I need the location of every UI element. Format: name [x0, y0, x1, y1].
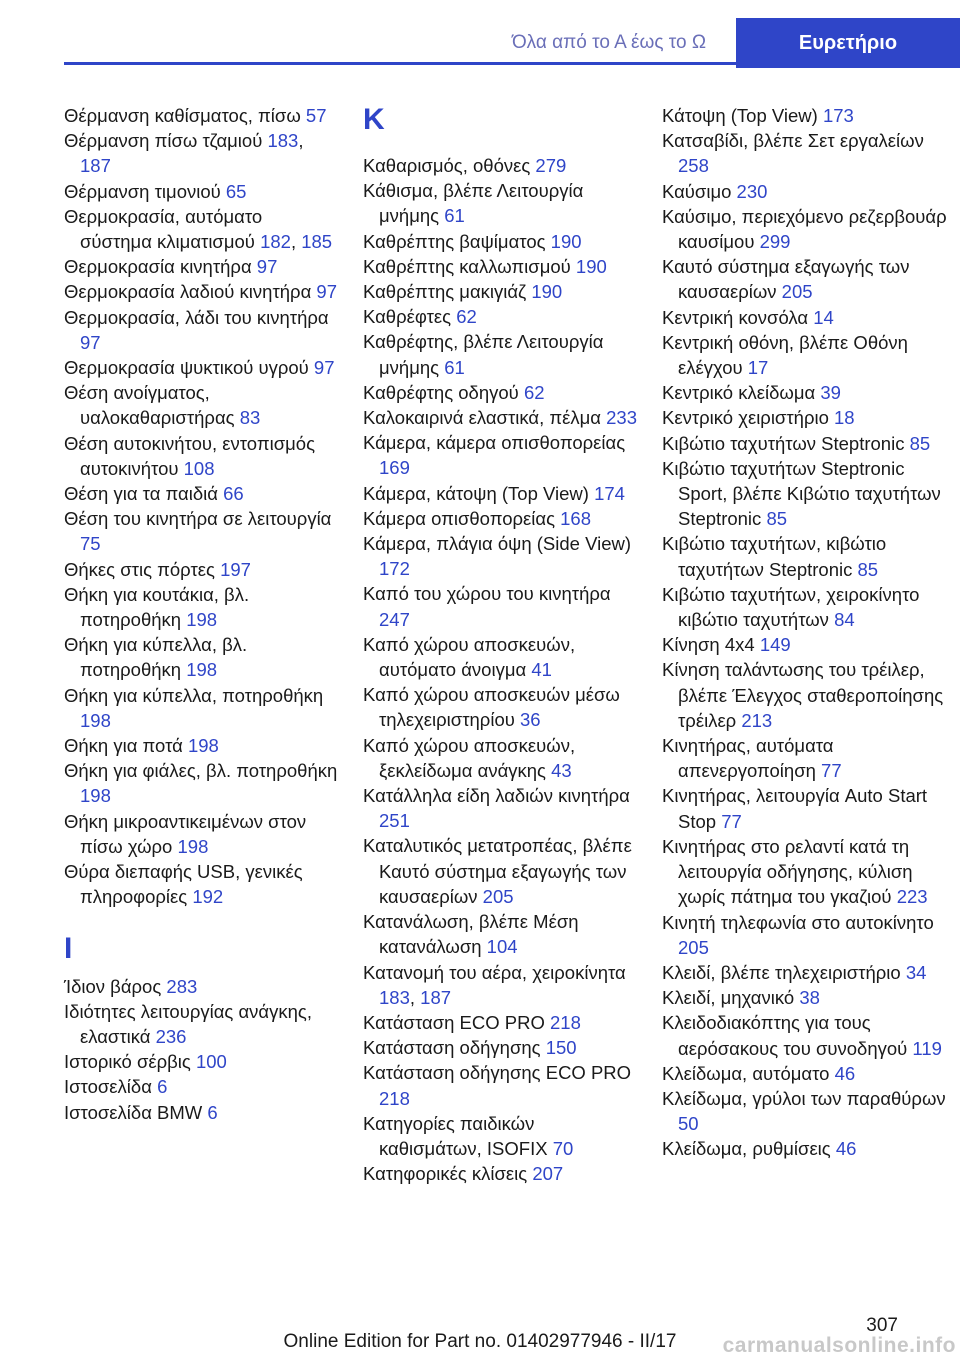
page-link[interactable]: 97: [313, 357, 335, 379]
page-link[interactable]: 57: [305, 105, 327, 126]
index-entry-text: Καθρέφτης, βλέπε Λειτουργία μνήμης: [363, 331, 604, 378]
index-entry: [662, 204, 952, 254]
index-entry-text: Καθρέπτης μακιγιάζ: [363, 281, 532, 303]
index-entry-text: Θήκη για κουτάκια, βλ. ποτηροθήκη: [64, 583, 250, 631]
index-entry: [64, 974, 339, 999]
index-entry-text: Καύσιμο: [662, 180, 737, 202]
page-link[interactable]: 119: [912, 1037, 942, 1059]
index-entry-text: Κιβώτιο ταχυτήτων, κιβώτιο ταχυτήτων Steptronic: [662, 533, 887, 580]
index-entry-text: Καπό του χώρου του κινητήρα: [363, 583, 611, 605]
index-entry: [363, 783, 638, 833]
index-entry-text: Κάμερα, πλάγια όψη (Side View): [363, 533, 631, 555]
index-entry-text: Θέση αυτοκινήτου, εντοπισμός αυτοκινήτου: [64, 432, 315, 479]
page-link[interactable]: 46: [835, 1138, 857, 1160]
index-entry-text: Κίνηση ταλάντωσης του τρέιλερ, βλέπε Έλεγχος σταθεροποίησης τρέιλερ: [662, 659, 944, 731]
page-header: [0, 18, 960, 68]
index-entry-text: Θέση του κινητήρα σε λειτουργία: [64, 508, 332, 530]
index-column-1: [64, 103, 339, 1125]
index-entry: [363, 909, 638, 959]
index-entry: [662, 380, 952, 405]
index-entry: [64, 431, 339, 481]
index-entry: [662, 531, 952, 581]
page-link[interactable]: 198: [80, 709, 111, 731]
index-entry-text: Κλειδί, μηχανικό: [662, 987, 800, 1009]
index-entry-text: Καθρέπτης καλλωπισμού: [363, 255, 576, 277]
index-entry: [64, 179, 339, 204]
page-link[interactable]: 100: [195, 1051, 227, 1073]
index-entry-text: Θέση για τα παιδιά: [64, 483, 224, 505]
index-entry-text: Κάμερα, κάμερα οπισθοπορείας: [363, 432, 626, 454]
index-entry-text: Κάμερα, κάτοψη (Top View): [363, 482, 595, 504]
section-title: Όλα από το Α έως το Ω: [484, 18, 734, 68]
index-entry: [64, 1100, 339, 1125]
index-entry: [363, 304, 638, 329]
page-link[interactable]: 97: [256, 256, 278, 278]
index-entry-text: Θήκη για κύπελλα, βλ. ποτηροθήκη: [64, 634, 248, 681]
page-link[interactable]: 61: [444, 356, 465, 378]
page-link[interactable]: 190: [550, 230, 582, 252]
page-link[interactable]: 77: [821, 760, 842, 782]
index-entry-text: Θερμοκρασία κινητήρα: [64, 256, 257, 278]
index-entry: [363, 178, 638, 228]
index-entry: [64, 859, 339, 909]
header-rule: [64, 62, 960, 65]
index-entry-text: Κατάσταση οδήγησης: [363, 1037, 546, 1059]
page-link[interactable]: 168: [560, 507, 592, 529]
index-entry: [363, 506, 638, 531]
index-entry: [662, 254, 952, 304]
page-link[interactable]: 46: [834, 1062, 856, 1084]
index-entry: [64, 1049, 339, 1074]
page-link[interactable]: 251: [379, 810, 410, 832]
index-entry-text: Καπό χώρου αποσκευών, αυτόματο άνοιγμα: [363, 633, 576, 681]
index-entry-text: Θέρμανση τιμονιού: [64, 180, 226, 202]
index-entry-text: Κεντρική οθόνη, βλέπε Οθόνη ελέγχου: [662, 331, 908, 379]
index-entry: [64, 254, 339, 279]
index-entry: [662, 1061, 952, 1086]
index-entry: [64, 305, 339, 355]
index-entry: [662, 985, 952, 1010]
page-link[interactable]: 197: [220, 558, 251, 580]
index-entry-text: Θήκη για κύπελλα, ποτηροθήκη: [64, 684, 324, 706]
index-entry: [64, 506, 339, 556]
index-entry: [662, 1010, 952, 1060]
page-link[interactable]: 213: [741, 709, 773, 731]
index-entry: [662, 179, 952, 204]
page-link[interactable]: 84: [834, 609, 855, 631]
page-link[interactable]: 62: [456, 306, 477, 328]
index-letter-heading: K: [363, 103, 385, 136]
page-link[interactable]: 198: [186, 609, 218, 631]
index-entry-text: Κεντρική κονσόλα: [662, 306, 814, 328]
index-entry-text: Ιστορικό σέρβις: [64, 1051, 196, 1073]
page-link[interactable]: 50: [678, 1113, 699, 1135]
page-link[interactable]: 14: [813, 306, 834, 328]
page-link[interactable]: 6: [157, 1076, 168, 1098]
page-link[interactable]: 18: [834, 407, 855, 429]
index-entry: [662, 1136, 952, 1161]
page-link[interactable]: 36: [520, 709, 541, 731]
index-entry: [363, 960, 638, 1010]
page-link[interactable]: 174: [594, 482, 625, 504]
index-entry: [662, 1086, 952, 1136]
index-entry: [662, 431, 952, 456]
page-link[interactable]: 247: [379, 608, 410, 630]
index-entry-text: Ιστοσελίδα BMW: [64, 1101, 208, 1123]
index-entry-text: Κλείδωμα, ρυθμίσεις: [662, 1138, 836, 1160]
index-entry: [64, 632, 339, 682]
index-entry-text: Θήκη για φιάλες, βλ. ποτηροθήκη: [64, 760, 338, 782]
page-link[interactable]: 108: [183, 457, 215, 479]
index-entry: [64, 733, 339, 758]
index-entry: [64, 999, 339, 1049]
page-link[interactable]: 65: [225, 180, 247, 202]
index-entry-text: Καπό χώρου αποσκευών μέσω τηλεχειριστηρίου: [363, 684, 620, 731]
index-entry-text: Καθρέπτης βαψίματος: [363, 230, 551, 252]
index-entry-text: Ίδιον βάρος: [64, 975, 167, 997]
index-entry: [662, 128, 952, 178]
page-link[interactable]: 187: [80, 155, 111, 177]
index-entry-text: Θήκη μικροαντικειμένων στον πίσω χώρο: [64, 810, 307, 857]
index-entry-text: Κατηφορικές κλίσεις: [363, 1163, 533, 1185]
index-entry-text: Κιβώτιο ταχυτήτων, χειροκίνητο κιβώτιο ταχυτήτων: [662, 583, 920, 631]
index-entry: [363, 481, 638, 506]
index-entry: [363, 229, 638, 254]
page-link[interactable]: 62: [523, 381, 545, 403]
page-link[interactable]: 183: [379, 986, 410, 1008]
page-link[interactable]: 198: [186, 659, 218, 681]
index-column-2: [363, 103, 638, 1186]
index-entry-text: Κάτοψη (Top View): [662, 105, 823, 126]
index-entry-text: Κιβώτιο ταχυτήτων Steptronic: [662, 432, 910, 454]
index-entry-text: Κλείδωμα, αυτόματο: [662, 1062, 835, 1084]
index-column-3: [662, 103, 952, 1162]
index-entry: [363, 430, 638, 480]
index-entry-text: Κατανομή του αέρα, χειροκίνητα: [363, 961, 626, 983]
index-entry-text: Κινητήρας στο ρελαντί κατά τη λειτουργία οδήγησης, κύλιση χωρίς πάτημα του γκαζιού: [662, 835, 913, 908]
index-entry: [363, 329, 638, 379]
index-entry: [64, 1074, 339, 1099]
page-link[interactable]: 172: [379, 558, 410, 580]
index-entry-text: Θερμοκρασία ψυκτικού υγρού: [64, 357, 314, 379]
index-entry: [64, 128, 339, 178]
index-entry: [662, 657, 952, 733]
page-link[interactable]: 77: [721, 810, 742, 832]
index-entry: [662, 330, 952, 380]
page-link[interactable]: 173: [822, 105, 854, 126]
page-link[interactable]: 185: [301, 231, 333, 253]
index-entry-text: Κλείδωμα, γρύλοι των παραθύρων: [662, 1087, 946, 1109]
index-entry: [363, 733, 638, 783]
index-entry: [64, 103, 339, 128]
page-link[interactable]: 218: [550, 1011, 581, 1033]
index-entry-text: Κατηγορίες παιδικών καθισμάτων, ISOFIX: [363, 1112, 553, 1159]
page-link[interactable]: 279: [535, 155, 567, 176]
index-entry: [363, 380, 638, 405]
index-entry: [662, 834, 952, 910]
index-entry: [363, 581, 638, 631]
index-entry: [363, 1010, 638, 1035]
page-link[interactable]: 41: [531, 659, 552, 681]
index-entry-text: Ιστοσελίδα: [64, 1076, 158, 1098]
index-entry-text: Κινητήρας, λειτουργία Auto Start Stop: [662, 785, 928, 832]
index-entry: [363, 254, 638, 279]
page-link[interactable]: 43: [551, 759, 572, 781]
index-entry-text: Κλειδοδιακόπτης για τους αερόσακους του συνοδηγού: [662, 1012, 913, 1059]
page-link[interactable]: 205: [781, 281, 813, 303]
index-entry-text: Καθρέφτες: [363, 306, 457, 328]
index-entry-text: Θήκη για ποτά: [64, 735, 188, 757]
page-link[interactable]: 192: [192, 886, 224, 908]
page-link[interactable]: 198: [187, 735, 219, 757]
page-link[interactable]: 190: [575, 255, 607, 277]
page-link[interactable]: 183: [267, 130, 299, 152]
page-link[interactable]: 38: [799, 987, 820, 1009]
index-entry-text: Θέρμανση πίσω τζαμιού: [64, 130, 268, 152]
index-entry-text: Θερμοκρασία, λάδι του κινητήρα: [64, 306, 329, 328]
index-entry-text: Κατάσταση ECO PRO: [363, 1011, 551, 1033]
index-entry-text: Κινητή τηλεφωνία στο αυτοκίνητο: [662, 911, 934, 933]
page-link[interactable]: 149: [759, 634, 791, 656]
page-number: 307: [866, 1315, 898, 1336]
page-link[interactable]: 205: [678, 936, 709, 958]
page-link[interactable]: 97: [80, 331, 101, 353]
page-link[interactable]: 85: [766, 508, 788, 530]
index-entry-text: Θύρα διεπαφής USB, γενικές πληροφορίες: [64, 861, 303, 908]
index-entry: [662, 582, 952, 632]
edition-note: Online Edition for Part no. 01402977946 - II/17: [283, 1331, 677, 1352]
index-entry-text: Θήκες στις πόρτες: [64, 558, 221, 580]
page-link[interactable]: 258: [678, 155, 709, 177]
page-link[interactable]: 97: [316, 281, 337, 303]
page-link[interactable]: 207: [532, 1163, 564, 1185]
index-entry-text: Θέση ανοίγματος, υαλοκαθαριστήρας: [64, 382, 240, 429]
index-entry: [662, 456, 952, 532]
index-entry-text: Καύσιμο, περιεχόμενο ρεζερβουάρ καυσίμου: [662, 205, 947, 253]
index-entry: [64, 809, 339, 859]
page-link[interactable]: 39: [820, 382, 841, 404]
index-entry: [64, 557, 339, 582]
page-link[interactable]: 198: [177, 835, 209, 857]
page-link[interactable]: 198: [80, 785, 111, 807]
page-separator: ,: [290, 231, 302, 253]
page-link[interactable]: 61: [444, 205, 465, 227]
index-entry: [363, 405, 638, 430]
page-link[interactable]: 169: [379, 457, 410, 479]
index-entry-text: Κεντρικό χειριστήριο: [662, 407, 835, 429]
page-link[interactable]: 17: [747, 357, 769, 379]
index-entry-text: Κατανάλωση, βλέπε Μέση κατανάλωση: [363, 911, 579, 958]
index-entry: [363, 531, 638, 581]
index-entry-text: Κινητήρας, αυτόματα απενεργοποίηση: [662, 735, 834, 782]
index-entry: [64, 279, 339, 304]
index-entry: [662, 103, 952, 128]
page-link[interactable]: 233: [606, 407, 637, 429]
page-link[interactable]: 75: [80, 533, 101, 555]
page-link[interactable]: 6: [207, 1101, 218, 1123]
page-link[interactable]: 187: [420, 986, 452, 1008]
index-entry-text: Κάθισμα, βλέπε Λειτουργία μνήμης: [363, 180, 584, 227]
page-link[interactable]: 218: [379, 1087, 410, 1109]
index-entry-text: Κίνηση 4x4: [662, 634, 760, 656]
index-entry-text: Καταλυτικός μετατροπέας, βλέπε Καυτό σύστημα εξαγωγής των καυσαερίων: [363, 835, 632, 907]
index-entry: [363, 1060, 638, 1110]
page-link[interactable]: 299: [759, 231, 791, 253]
index-entry-text: Θερμοκρασία λαδιού κινητήρα: [64, 281, 317, 303]
index-entry: [64, 481, 339, 506]
index-entry-text: Καθαρισμός, οθόνες: [363, 155, 536, 176]
index-entry: [64, 683, 339, 733]
index-entry-text: Καυτό σύστημα εξαγωγής των καυσαερίων: [662, 256, 910, 303]
index-entry-text: Καπό χώρου αποσκευών, ξεκλείδωμα ανάγκης: [363, 734, 576, 781]
index-entry: [662, 733, 952, 783]
index-entry: [662, 783, 952, 833]
index-entry: [363, 153, 638, 178]
page-link[interactable]: 223: [896, 886, 928, 908]
index-letter-heading: I: [64, 931, 73, 965]
page-link[interactable]: 66: [223, 483, 244, 505]
page-link[interactable]: 34: [905, 961, 927, 983]
index-entry: [662, 910, 952, 960]
index-entry-text: Κάμερα οπισθοπορείας: [363, 507, 561, 529]
index-entry: [363, 833, 638, 909]
page-link[interactable]: 230: [736, 180, 768, 202]
tab-index[interactable]: Ευρετήριο: [736, 18, 960, 68]
page-link[interactable]: 236: [155, 1025, 187, 1047]
watermark: carmanualsonline.info: [722, 1334, 956, 1357]
index-entry-text: Θερμοκρασία, αυτόματο σύστημα κλιματισμού: [64, 205, 263, 253]
index-entry: [662, 305, 952, 330]
index-entry: [64, 582, 339, 632]
index-entry: [363, 682, 638, 732]
index-entry-text: Κεντρικό κλείδωμα: [662, 382, 821, 404]
page-link[interactable]: 85: [909, 432, 931, 454]
page-separator: ,: [298, 130, 304, 152]
index-entry-text: Κατάσταση οδήγησης ECO PRO: [363, 1062, 632, 1084]
index-entry-text: Κιβώτιο ταχυτήτων Steptronic Sport, βλέπε Κιβώτιο ταχυτήτων Steptronic: [662, 457, 941, 530]
index-entry: [64, 204, 339, 254]
index-entry-text: Θέρμανση καθίσματος, πίσω: [64, 105, 306, 126]
index-entry: [363, 1161, 638, 1186]
index-entry: [363, 632, 638, 682]
index-entry-text: Κατσαβίδι, βλέπε Σετ εργαλείων: [662, 130, 924, 152]
index-entry: [64, 380, 339, 430]
index-entry: [363, 1035, 638, 1060]
page-link[interactable]: 83: [239, 407, 261, 429]
index-entry: [64, 355, 339, 380]
page-link[interactable]: 182: [260, 231, 291, 253]
index-entry: [64, 758, 339, 808]
index-entry-text: Καλοκαιρινά ελαστικά, πέλμα: [363, 407, 607, 429]
page-separator: ,: [409, 986, 421, 1008]
page-link[interactable]: 190: [531, 281, 563, 303]
index-entry-text: Κλειδί, βλέπε τηλεχειριστήριο: [662, 961, 906, 983]
index-entry-text: Καθρέφτης οδηγού: [363, 381, 524, 403]
index-entry: [363, 279, 638, 304]
index-entry: [662, 960, 952, 985]
page-link[interactable]: 85: [857, 558, 879, 580]
page-link[interactable]: 283: [166, 975, 198, 997]
page-link[interactable]: 70: [552, 1137, 574, 1159]
page-link[interactable]: 150: [545, 1037, 577, 1059]
page-link[interactable]: 205: [482, 885, 514, 907]
page-link[interactable]: 104: [486, 936, 518, 958]
index-entry: [662, 632, 952, 657]
index-entry-text: Κατάλληλα είδη λαδιών κινητήρα: [363, 785, 630, 807]
index-entry: [363, 1111, 638, 1161]
index-entry: [662, 405, 952, 430]
index-entry-text: Ιδιότητες λειτουργίας ανάγκης, ελαστικά: [64, 1000, 312, 1047]
